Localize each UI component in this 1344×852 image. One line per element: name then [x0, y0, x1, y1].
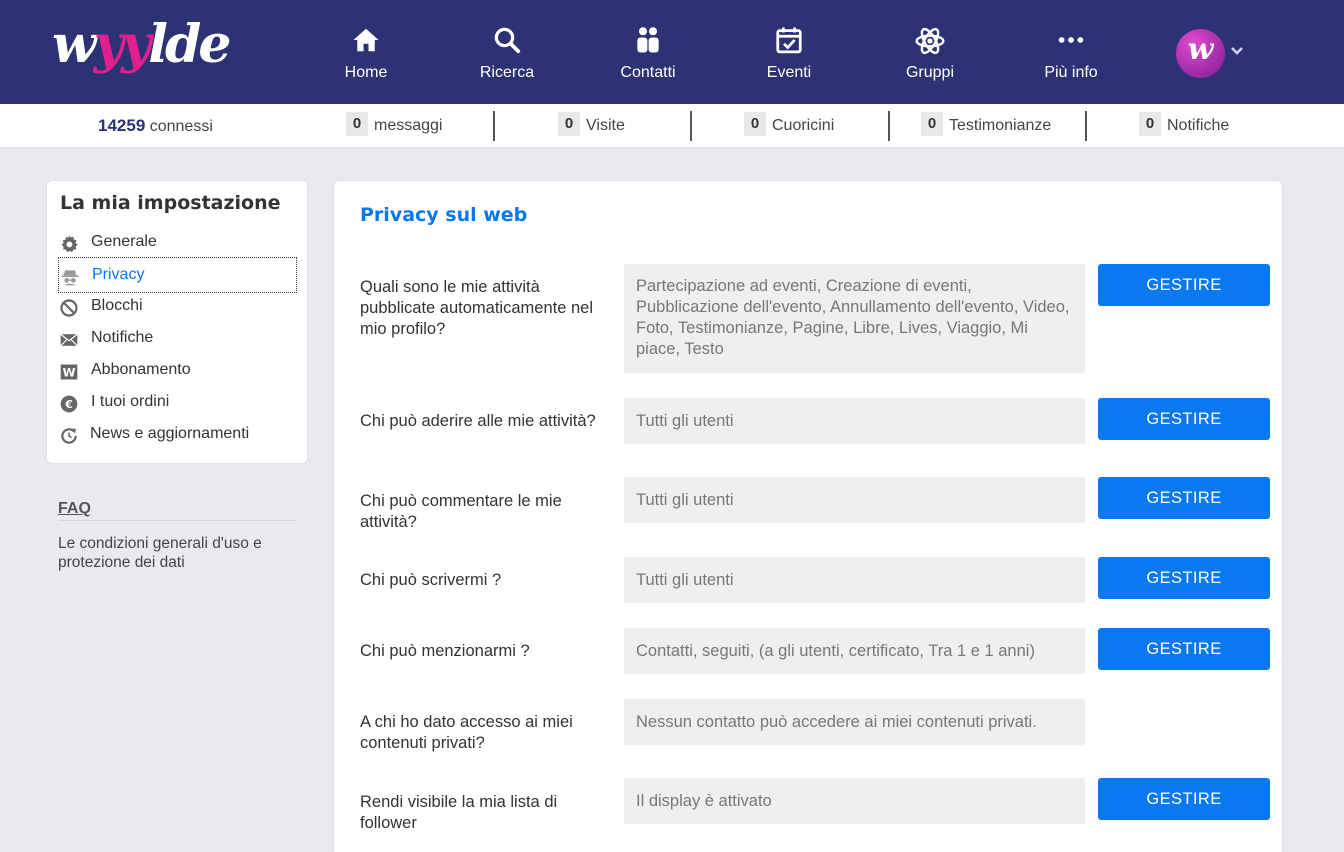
divider [690, 111, 692, 141]
sidebar-title: La mia impostazione [60, 192, 281, 214]
nav-groups-label: Gruppi [905, 64, 955, 81]
sidebar-item-notifications[interactable] [58, 321, 297, 357]
sidebar-item-label: News e aggiornamenti [90, 425, 250, 442]
sidebar-item-orders[interactable] [58, 385, 297, 421]
sidebar-item-label: Notifiche [91, 329, 154, 346]
manage-button[interactable]: GESTIRE [1098, 778, 1270, 820]
search-icon [447, 25, 567, 57]
sidebar-item-blocks[interactable] [58, 289, 297, 325]
setting-value: Partecipazione ad eventi, Creazione di eventi, Pubblicazione dell'evento, Annullamento dell'evento, Video, Foto, Testimonianze, Pagine, Libre, Lives, Viaggio, Mi piace, Testo [624, 264, 1085, 373]
setting-question: Quali sono le mie attività pubblicate automaticamente nel mio profilo? [360, 278, 593, 338]
setting-value: Contatti, seguiti, (a gli utenti, certificato, Tra 1 e 1 anni) [624, 628, 1085, 674]
notifications-count-badge: 0 [1139, 112, 1161, 136]
nav-more[interactable] [1011, 25, 1131, 82]
contacts-icon [588, 25, 708, 57]
sidebar-item-privacy[interactable] [58, 257, 297, 293]
divider [1085, 111, 1087, 141]
more-icon [1011, 25, 1131, 57]
stat-messages[interactable] [346, 104, 442, 147]
manage-button[interactable]: GESTIRE [1098, 398, 1270, 440]
stat-hearts[interactable] [744, 104, 834, 147]
nav-events-label: Eventi [766, 64, 812, 81]
divider [493, 111, 495, 141]
nav-events[interactable] [729, 25, 849, 82]
setting-question: Rendi visibile la mia lista di follower [360, 793, 558, 832]
messages-label: messaggi [374, 117, 443, 134]
svg-text:€: € [65, 398, 73, 412]
nav-contacts-label: Contatti [620, 64, 676, 81]
wyylde-logo[interactable] [52, 10, 268, 86]
manage-button[interactable]: GESTIRE [1098, 557, 1270, 599]
notifications-label: Notifiche [1167, 117, 1230, 134]
manage-button[interactable]: GESTIRE [1098, 477, 1270, 519]
atom-icon [870, 25, 990, 57]
gear-icon [59, 234, 79, 254]
setting-question: Chi può commentare le mie attività? [360, 492, 562, 531]
nav-home-label: Home [344, 64, 388, 81]
setting-value: Il display è attivato [624, 778, 1085, 824]
manage-button[interactable]: GESTIRE [1098, 628, 1270, 670]
hearts-count-badge: 0 [744, 112, 766, 136]
connected-label: connessi [149, 118, 213, 135]
setting-value: Tutti gli utenti [624, 477, 1085, 523]
nav-contacts[interactable] [588, 25, 708, 82]
page-title: Privacy sul web [360, 204, 528, 226]
spy-icon [60, 267, 80, 287]
stat-notifications[interactable] [1139, 104, 1229, 147]
setting-question: Chi può scrivermi ? [360, 571, 502, 589]
sidebar-item-label: Abbonamento [91, 361, 191, 378]
privacy-panel [333, 180, 1283, 852]
sidebar-item-label: Generale [91, 233, 157, 250]
messages-count-badge: 0 [346, 112, 368, 136]
nav-home[interactable] [306, 25, 426, 82]
avatar-letter: w [1187, 32, 1214, 67]
euro-icon [59, 394, 79, 414]
sidebar-item-general[interactable] [58, 225, 297, 261]
calendar-icon [729, 25, 849, 57]
testimonials-label: Testimonianze [949, 117, 1052, 134]
connected-count: 14259 [98, 116, 146, 135]
setting-value: Tutti gli utenti [624, 398, 1085, 444]
svg-text:W: W [62, 365, 76, 380]
terms-link[interactable]: Le condizioni generali d'uso e protezione dei dati [58, 535, 262, 571]
visits-count-badge: 0 [558, 112, 580, 136]
sidebar-item-subscription[interactable] [58, 353, 297, 389]
envelope-icon [59, 330, 79, 350]
stats-bar [0, 104, 1344, 147]
w-badge-icon [59, 362, 79, 382]
manage-button[interactable]: GESTIRE [1098, 264, 1270, 306]
chevron-down-icon[interactable] [1229, 44, 1245, 58]
sidebar-item-label: Privacy [92, 266, 145, 283]
visits-label: Visite [586, 117, 625, 134]
nav-groups[interactable] [870, 25, 990, 82]
setting-question: Chi può menzionarmi ? [360, 642, 530, 660]
refresh-icon [59, 426, 79, 446]
block-icon [59, 298, 79, 318]
testimonials-count-badge: 0 [921, 112, 943, 136]
sidebar-item-label: Blocchi [91, 297, 143, 314]
faq-link[interactable]: FAQ [58, 500, 91, 517]
nav-more-label: Più info [1044, 64, 1098, 81]
nav-search-label: Ricerca [479, 64, 535, 81]
nav-search[interactable] [447, 25, 567, 82]
sidebar-item-news[interactable] [58, 417, 297, 453]
hearts-label: Cuoricini [772, 117, 835, 134]
setting-question: Chi può aderire alle mie attività? [360, 412, 596, 430]
setting-question: A chi ho dato accesso ai miei contenuti privati? [360, 713, 573, 752]
settings-sidebar [46, 180, 308, 464]
divider [58, 520, 296, 521]
svg-text:wyylde: wyylde [52, 14, 229, 75]
avatar[interactable] [1176, 29, 1225, 78]
setting-value: Nessun contatto può accedere ai miei contenuti privati. [624, 699, 1085, 745]
connected-stat[interactable] [98, 104, 213, 147]
stat-testimonials[interactable] [921, 104, 1051, 147]
sidebar-item-label: I tuoi ordini [91, 393, 170, 410]
setting-value: Tutti gli utenti [624, 557, 1085, 603]
divider [888, 111, 890, 141]
top-header [0, 0, 1344, 104]
stat-visits[interactable] [558, 104, 625, 147]
home-icon [306, 25, 426, 57]
